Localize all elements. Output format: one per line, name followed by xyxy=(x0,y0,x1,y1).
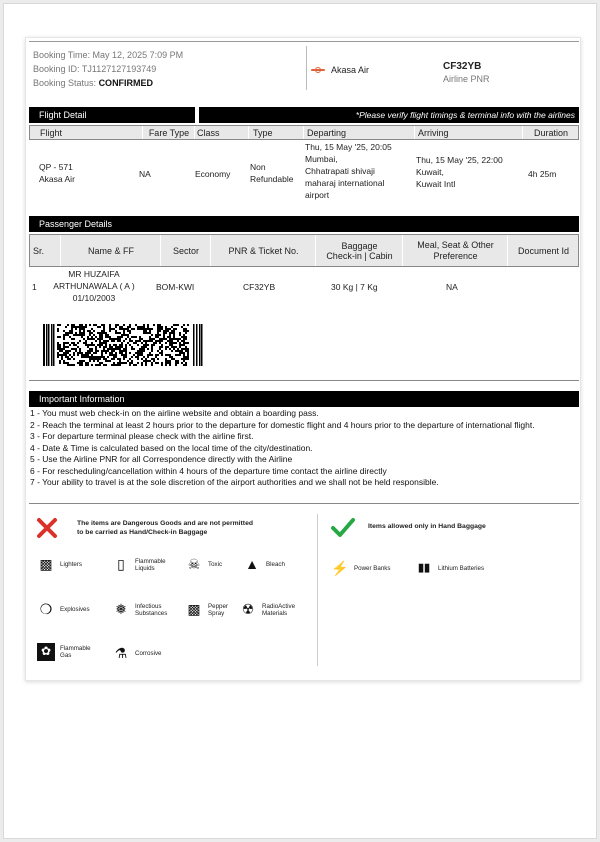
col-name-ff: Name & FF xyxy=(60,235,161,266)
allowed-check-icon xyxy=(330,516,356,540)
biohazard-icon: ❅ xyxy=(115,601,127,618)
flight-table-header xyxy=(29,125,579,140)
passenger-name: MR HUZAIFA ARTHUNAWALA ( A ) 01/10/2003 xyxy=(53,269,135,303)
pnr-label: Airline PNR xyxy=(443,74,490,84)
dangerous-goods-heading: The items are Dangerous Goods and are not permitted to be carried as Hand/Check-in Baggage xyxy=(77,520,253,536)
battery-icon: ▮▮ xyxy=(417,562,431,575)
info-line: 1 - You must web check-in on the airline website and obtain a boarding pass. xyxy=(30,408,319,418)
passenger-section-rule xyxy=(29,380,579,381)
airline-name: Akasa Air xyxy=(331,65,370,75)
e-ticket xyxy=(25,37,581,681)
baggage-value: 30 Kg | 7 Kg xyxy=(331,282,378,292)
boarding-barcode xyxy=(43,324,203,366)
explosive-icon: ❍ xyxy=(39,601,53,618)
important-info-title: Important Information xyxy=(39,394,125,404)
col-duration: Duration xyxy=(522,126,579,139)
sr-value: 1 xyxy=(32,282,37,292)
pnr-value: CF32YB xyxy=(443,61,482,72)
toxic-icon: ☠ xyxy=(187,556,201,573)
important-info-bar xyxy=(29,391,579,407)
info-line: 3 - For departure terminal please check with the airline first. xyxy=(30,431,254,441)
airline-brand xyxy=(311,65,369,75)
col-pnr-ticket: PNR & Ticket No. xyxy=(210,235,316,266)
booking-id: Booking ID: TJ1127127193749 xyxy=(33,64,157,74)
flight-detail-bar xyxy=(29,107,579,123)
hand-baggage-heading: Items allowed only in Hand Baggage xyxy=(368,523,486,530)
duration-value: 4h 25m xyxy=(528,169,557,179)
status-badge: CONFIRMED xyxy=(98,78,154,88)
item-flammable-liquids: ▯ Flammable Liquids xyxy=(112,556,166,574)
col-document-id: Document Id xyxy=(507,235,579,266)
booking-status: Booking Status: CONFIRMED xyxy=(33,78,154,88)
info-line: 6 - For rescheduling/cancellation within 4 hours of the departure time contact the airline directly xyxy=(30,465,387,476)
item-lithium-batteries: ▮▮ Lithium Batteries xyxy=(415,560,484,578)
goods-divider xyxy=(317,514,318,666)
ticket-pnr-value: CF32YB xyxy=(243,282,276,292)
info-line: 7 - Your ability to travel is at the sole discretion of the airport authorities and we shall not be held responsible. xyxy=(30,477,439,487)
flight-timing-note: *Please verify flight timings & terminal info with the airlines xyxy=(195,107,579,123)
akasa-logo-icon xyxy=(311,67,325,73)
item-toxic: ☠ Toxic xyxy=(185,556,222,574)
flight-number: QP - 571 Akasa Air xyxy=(39,162,75,184)
flammable-liquid-icon: ▯ xyxy=(117,556,125,573)
item-corrosive: ⚗ Corrosive xyxy=(112,645,161,663)
airline-pnr xyxy=(443,60,490,86)
item-flammable-gas: ✿ Flammable Gas xyxy=(37,643,91,661)
col-meal-seat: Meal, Seat & Other Preference xyxy=(402,235,508,266)
radioactive-icon: ☢ xyxy=(241,601,255,618)
class-value: Economy xyxy=(195,169,231,179)
col-fare-type: Fare Type xyxy=(142,126,195,139)
not-permitted-cross-icon xyxy=(35,516,59,540)
col-arriving: Arriving xyxy=(414,126,526,139)
col-baggage: Baggage Check-in | Cabin xyxy=(315,235,403,266)
passenger-details-bar xyxy=(29,216,579,232)
info-line: 5 - Use the Airline PNR for all Correspondence directly with the Airline xyxy=(30,454,293,464)
arriving-value: Thu, 15 May '25, 22:00 Kuwait, Kuwait Intl xyxy=(416,155,503,189)
bleach-icon: ▲ xyxy=(245,556,259,573)
lighter-icon: ▩ xyxy=(39,556,53,573)
fare-type-value: NA xyxy=(139,169,151,179)
pepper-spray-icon: ▩ xyxy=(187,601,201,618)
type-value: Non Refundable xyxy=(250,162,294,184)
page xyxy=(3,3,597,839)
info-line: 2 - Reach the terminal at least 2 hours prior to the departure for domestic flight and 4 hours prior to the departure of international flight. xyxy=(30,419,535,430)
item-lighters: ▩ Lighters xyxy=(37,556,82,574)
power-bank-icon: ⚡ xyxy=(331,560,349,577)
item-pepper-spray: ▩ Pepper Spray xyxy=(185,601,228,619)
item-radioactive: ☢ RadioActive Materials xyxy=(239,601,295,619)
departing-value: Thu, 15 May '25, 20:05 Mumbai, Chhatrapati shivaji maharaj international airport xyxy=(305,142,392,200)
col-sector: Sector xyxy=(160,235,211,266)
col-departing: Departing xyxy=(303,126,418,139)
meal-seat-value: NA xyxy=(446,282,458,292)
header-divider xyxy=(306,46,307,90)
flammable-gas-icon: ✿ xyxy=(37,643,55,661)
passenger-details-title: Passenger Details xyxy=(39,219,113,229)
important-info-list xyxy=(30,408,578,489)
sector-value: BOM-KWI xyxy=(156,282,195,292)
item-explosives: ❍ Explosives xyxy=(37,601,90,619)
flight-detail-title: Flight Detail xyxy=(39,110,87,120)
col-type: Type xyxy=(248,126,308,139)
info-section-rule xyxy=(29,503,579,504)
item-bleach: ▲ Bleach xyxy=(243,556,285,574)
info-line: 4 - Date & Time is calculated based on the local time of the city/destination. xyxy=(30,442,313,453)
item-power-banks: ⚡ Power Banks xyxy=(331,560,391,577)
item-infectious: ❅ Infectious Substances xyxy=(112,601,167,619)
passenger-table-header xyxy=(29,234,579,267)
col-class: Class xyxy=(194,126,251,139)
col-sr: Sr. xyxy=(33,245,45,256)
booking-time: Booking Time: May 12, 2025 7:09 PM xyxy=(33,50,184,60)
col-flight: Flight xyxy=(40,127,63,138)
booking-header xyxy=(29,41,579,94)
booking-info xyxy=(33,48,183,90)
corrosive-icon: ⚗ xyxy=(114,645,128,662)
